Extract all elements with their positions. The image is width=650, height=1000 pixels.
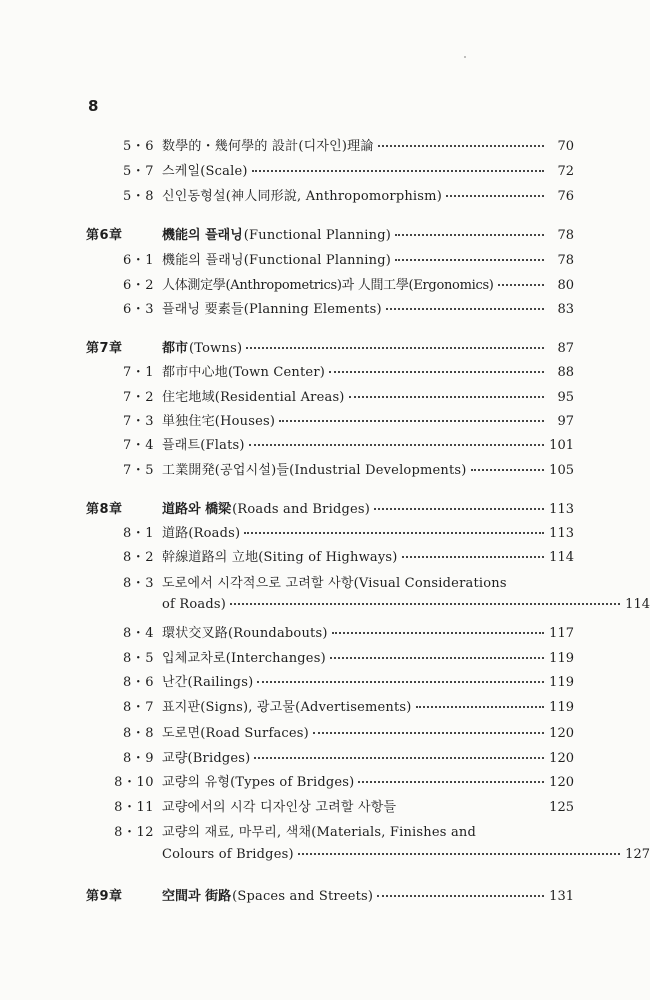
toc-entry-5-6[interactable]	[86, 135, 574, 157]
chapter-number: 第6章	[86, 228, 123, 243]
page-ref: 120	[549, 726, 574, 741]
dot-leader	[349, 395, 544, 398]
section-number: 6・3	[122, 302, 154, 317]
section-title: 신인동형설(神人同形說, Anthropomorphism)	[162, 189, 442, 204]
dot-leader	[257, 680, 544, 683]
dot-leader	[386, 307, 544, 310]
section-number: 8・1	[122, 526, 154, 541]
chapter-number: 第9章	[86, 889, 123, 904]
chapter-subtitle: (Functional Planning)	[243, 228, 392, 243]
section-title: 플래닝 要素들(Planning Elements)	[162, 302, 382, 317]
toc-entry-8-8[interactable]	[86, 722, 574, 744]
section-number: 7・4	[122, 438, 154, 453]
section-title: 교량의 재료, 마무리, 색채(Materials, Finishes and	[162, 825, 477, 840]
chapter-subtitle: (Towns)	[189, 341, 243, 356]
page-ref: 127	[625, 847, 650, 862]
toc-entry-6-1[interactable]	[86, 249, 574, 271]
section-title: 교량에서의 시각 디자인상 고려할 사항들	[162, 800, 397, 815]
section-title: 人体測定學(Anthropometrics)과 人間工學(Ergonomics)	[162, 278, 494, 293]
toc-entry-8-12[interactable]	[86, 821, 574, 843]
page-ref: 119	[549, 675, 574, 690]
section-title: 난간(Railings)	[162, 675, 254, 690]
page-ref: 114	[625, 597, 650, 612]
page-ref: 101	[549, 438, 574, 453]
paper-speck	[464, 56, 466, 58]
section-number: 8・10	[114, 775, 154, 790]
toc-entry-8-9[interactable]	[86, 747, 574, 769]
toc-entry-7-5[interactable]	[86, 459, 574, 481]
dot-leader	[313, 731, 544, 734]
toc-chapter-9[interactable]	[86, 885, 574, 907]
section-title: 都市中心地(Town Center)	[162, 365, 326, 380]
page-ref: 125	[549, 800, 574, 815]
section-number: 8・12	[114, 825, 154, 840]
section-number: 5・7	[122, 164, 154, 179]
section-number: 8・7	[122, 700, 154, 715]
section-number: 7・3	[122, 414, 154, 429]
dot-leader	[377, 894, 544, 897]
toc-entry-8-4[interactable]	[86, 622, 574, 644]
section-title: 도로에서 시각적으로 고려할 사항(Visual Considerations	[162, 576, 507, 591]
chapter-number: 第8章	[86, 502, 123, 517]
chapter-number: 第7章	[86, 341, 123, 356]
dot-leader	[358, 780, 544, 783]
section-number: 8・3	[122, 576, 154, 591]
page-ref: 114	[549, 550, 574, 565]
dot-leader	[252, 169, 544, 172]
toc-entry-8-2[interactable]	[86, 546, 574, 568]
toc-entry-5-8[interactable]	[86, 185, 574, 207]
dot-leader	[374, 507, 544, 510]
chapter-title: 都市	[162, 341, 189, 356]
section-title: 数學的・幾何學的 設計(디자인)理論	[162, 139, 374, 154]
page-ref: 113	[549, 526, 574, 541]
section-title: 교량의 유형(Types of Bridges)	[162, 775, 355, 790]
section-number: 5・8	[122, 189, 154, 204]
dot-leader	[378, 144, 544, 147]
section-number: 8・5	[122, 651, 154, 666]
section-title: 単独住宅(Houses)	[162, 414, 276, 429]
page-ref: 95	[557, 390, 574, 405]
toc-entry-6-2[interactable]	[86, 274, 574, 296]
section-number: 8・9	[122, 751, 154, 766]
toc-entry-7-1[interactable]	[86, 361, 574, 383]
dot-leader	[395, 258, 544, 261]
page-ref: 78	[557, 228, 574, 243]
chapter-subtitle: (Roads and Bridges)	[232, 502, 371, 517]
section-title: 표지판(Signs), 광고물(Advertisements)	[162, 700, 412, 715]
toc-entry-8-5[interactable]	[86, 647, 574, 669]
dot-leader	[446, 194, 544, 197]
chapter-title: 空間과 街路	[162, 889, 232, 904]
dot-leader	[498, 283, 544, 286]
section-number: 5・6	[122, 139, 154, 154]
section-title: 住宅地域(Residential Areas)	[162, 390, 345, 405]
section-number: 8・4	[122, 626, 154, 641]
toc-chapter-8[interactable]	[86, 498, 574, 520]
toc-entry-6-3[interactable]	[86, 298, 574, 320]
section-title: 道路(Roads)	[162, 526, 241, 541]
toc-entry-8-10[interactable]	[86, 771, 574, 793]
page-ref: 113	[549, 502, 574, 517]
page-ref: 76	[557, 189, 574, 204]
section-number: 8・11	[114, 800, 154, 815]
toc-entry-8-7[interactable]	[86, 696, 574, 718]
toc-entry-8-3-continued[interactable]	[86, 597, 650, 619]
page-ref: 119	[549, 651, 574, 666]
toc-entry-7-2[interactable]	[86, 386, 574, 408]
page-ref: 131	[549, 889, 574, 904]
section-number: 6・2	[122, 278, 154, 293]
section-number: 8・2	[122, 550, 154, 565]
chapter-title: 道路와 橋梁	[162, 502, 232, 517]
section-title: 스케일(Scale)	[162, 164, 248, 179]
page-ref: 120	[549, 775, 574, 790]
section-number: 7・1	[122, 365, 154, 380]
section-number: 6・1	[122, 253, 154, 268]
dot-leader	[471, 468, 544, 471]
toc-chapter-7[interactable]	[86, 337, 574, 359]
dot-leader	[402, 555, 544, 558]
page-ref: 72	[557, 164, 574, 179]
section-title: 플래트(Flats)	[162, 438, 245, 453]
toc-entry-8-1[interactable]	[86, 522, 574, 544]
toc-entry-7-3[interactable]	[86, 410, 574, 432]
page-number: 8	[88, 97, 99, 115]
page-ref: 87	[557, 341, 574, 356]
page-ref: 78	[557, 253, 574, 268]
toc-entry-8-11[interactable]	[86, 796, 574, 818]
dot-leader	[332, 631, 544, 634]
page-ref: 70	[557, 139, 574, 154]
page-ref: 80	[557, 278, 574, 293]
section-title: 도로면(Road Surfaces)	[162, 726, 309, 741]
dot-leader	[246, 346, 544, 349]
section-title: 工業開発(공업시설)들(Industrial Developments)	[162, 463, 467, 478]
toc-entry-8-6[interactable]	[86, 671, 574, 693]
toc-entry-8-3[interactable]	[86, 572, 574, 594]
dot-leader	[254, 756, 544, 759]
page-ref: 117	[549, 626, 574, 641]
section-title: 입체교차로(Interchanges)	[162, 651, 326, 666]
section-number: 7・2	[122, 390, 154, 405]
page-ref: 88	[557, 365, 574, 380]
dot-leader	[395, 233, 544, 236]
section-number: 7・5	[122, 463, 154, 478]
section-title-continued: Colours of Bridges)	[162, 847, 294, 862]
chapter-subtitle: (Spaces and Streets)	[232, 889, 374, 904]
chapter-title: 機能의 플래닝	[162, 228, 243, 243]
section-title: 幹線道路의 立地(Siting of Highways)	[162, 550, 398, 565]
section-title: 環状交叉路(Roundabouts)	[162, 626, 328, 641]
dot-leader	[416, 705, 544, 708]
dot-leader	[244, 531, 544, 534]
toc-entry-8-12-continued[interactable]	[86, 847, 650, 869]
page-ref: 120	[549, 751, 574, 766]
dot-leader	[279, 419, 544, 422]
dot-leader	[298, 852, 620, 855]
page-ref: 83	[557, 302, 574, 317]
dot-leader	[329, 370, 544, 373]
page-ref: 97	[557, 414, 574, 429]
toc-chapter-6[interactable]	[86, 224, 574, 246]
dot-leader	[330, 656, 544, 659]
dot-leader	[249, 443, 544, 446]
page-ref: 119	[549, 700, 574, 715]
section-number: 8・6	[122, 675, 154, 690]
toc-entry-7-4[interactable]	[86, 434, 574, 456]
section-title-continued: of Roads)	[162, 597, 227, 612]
section-title: 機能의 플래닝(Functional Planning)	[162, 253, 392, 268]
toc-entry-5-7[interactable]	[86, 160, 574, 182]
section-title: 교량(Bridges)	[162, 751, 251, 766]
page-ref: 105	[549, 463, 574, 478]
section-number: 8・8	[122, 726, 154, 741]
dot-leader	[230, 602, 620, 605]
